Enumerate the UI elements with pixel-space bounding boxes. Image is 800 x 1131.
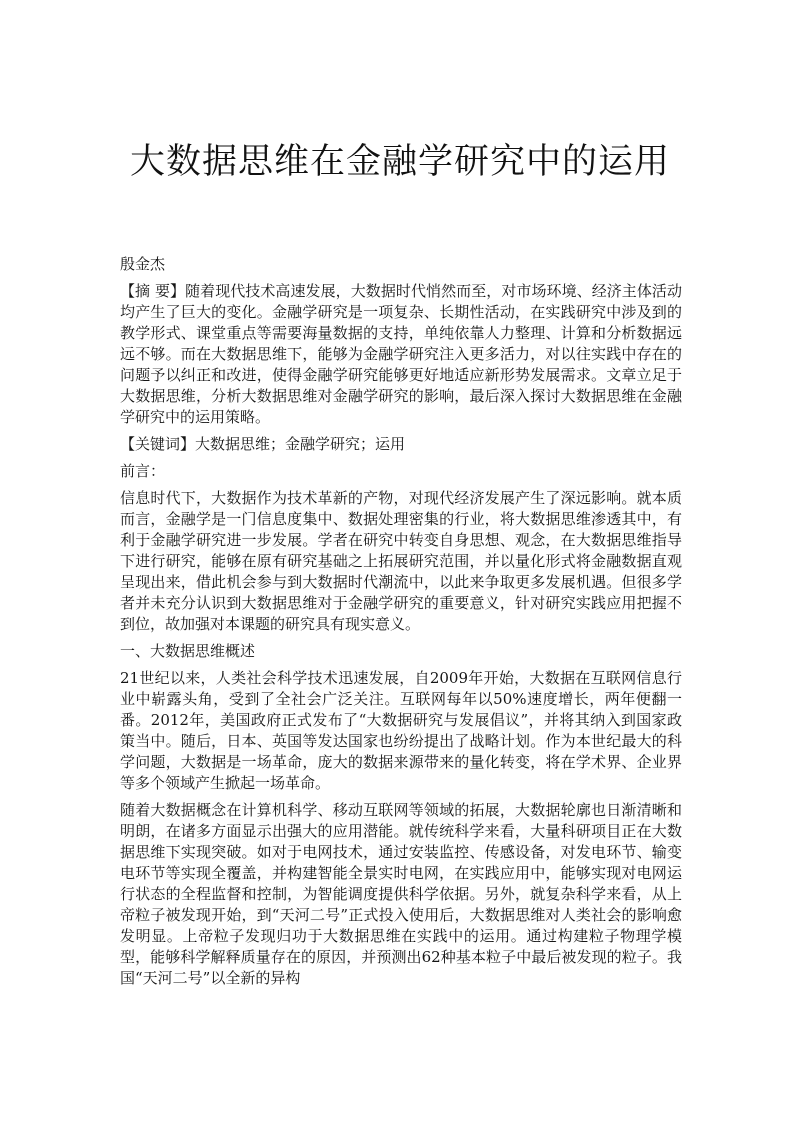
document-body bbox=[120, 254, 682, 995]
author-name: 殷金杰 bbox=[120, 255, 166, 273]
document-title: 大数据思维在金融学研究中的运用 bbox=[129, 142, 670, 182]
abstract-paragraph: 【摘 要】随着现代技术高速发展，大数据时代悄然而至，对市场环境、经济主体活动均产生了巨大的变化。金融学研究是一项复杂、长期性活动，在实践研究中涉及到的教学形式、课堂重点等需要海量数据的支持，单纯依靠人力整理、计算和分析数据远远不够。而在大数据思维下，能够为金融学研究注入更多活力，对以往实践中存在的问题予以纠正和改进，使得金融学研究能够更好地适应新形势发展需求。文章立足于大数据思维，分析大数据思维对金融学研究的影响，最后深入探讨大数据思维在金融学研究中的运用策略。 bbox=[120, 282, 682, 426]
section-heading: 一、大数据思维概述 bbox=[120, 642, 256, 660]
preface-heading: 前言： bbox=[120, 462, 166, 480]
keywords-line: 【关键词】大数据思维；金融学研究；运用 bbox=[120, 435, 406, 453]
body-paragraph: 随着大数据概念在计算机科学、移动互联网等领域的拓展，大数据轮廓也日渐清晰和明朗，在诸多方面显示出强大的应用潜能。就传统科学来看，大量科研项目正在大数据思维下实现突破。如对于电网技术，通过安装监控、传感设备，对发电环节、输变电环节等实现全覆盖，并构建智能全景实时电网，在实践应用中，能够实现对电网运行状态的全程监督和控制，为智能调度提供科学依据。另外，就复杂科学来看，从上帝粒子被发现开始，到“天河二号”正式投入使用后，大数据思维对人类社会的影响愈发明显。上帝粒子发现归功于大数据思维在实践中的运用。通过构建粒子物理学模型，能够科学解释质量存在的原因，并预测出62种基本粒子中最后被发现的粒子。我国“天河二号”以全新的异构 bbox=[120, 801, 682, 987]
body-paragraph: 21世纪以来，人类社会科学技术迅速发展，自2009年开始，大数据在互联网信息行业中崭露头角，受到了全社会广泛关注。互联网每年以50%速度增长，两年便翻一番。2012年，美国政府正式发布了“大数据研究与发展倡议”，并将其纳入到国家政策当中。随后，日本、英国等发达国家也纷纷提出了战略计划。作为本世纪最大的科学问题，大数据是一场革命，庞大的数据来源带来的量化转变，将在学术界、企业界等多个领域产生掀起一场革命。 bbox=[120, 669, 682, 792]
preface-paragraph: 信息时代下，大数据作为技术革新的产物，对现代经济发展产生了深远影响。就本质而言，金融学是一门信息度集中、数据处理密集的行业，将大数据思维渗透其中，有利于金融学研究进一步发展。学者在研究中转变自身思想、观念，在大数据思维指导下进行研究，能够在原有研究基础之上拓展研究范围，并以量化形式将金融数据直观呈现出来，借此机会参与到大数据时代潮流中，以此来争取更多发展机遇。但很多学者并未充分认识到大数据思维对于金融学研究的重要意义，针对研究实践应用把握不到位，故加强对本课题的研究具有现实意义。 bbox=[120, 489, 682, 633]
